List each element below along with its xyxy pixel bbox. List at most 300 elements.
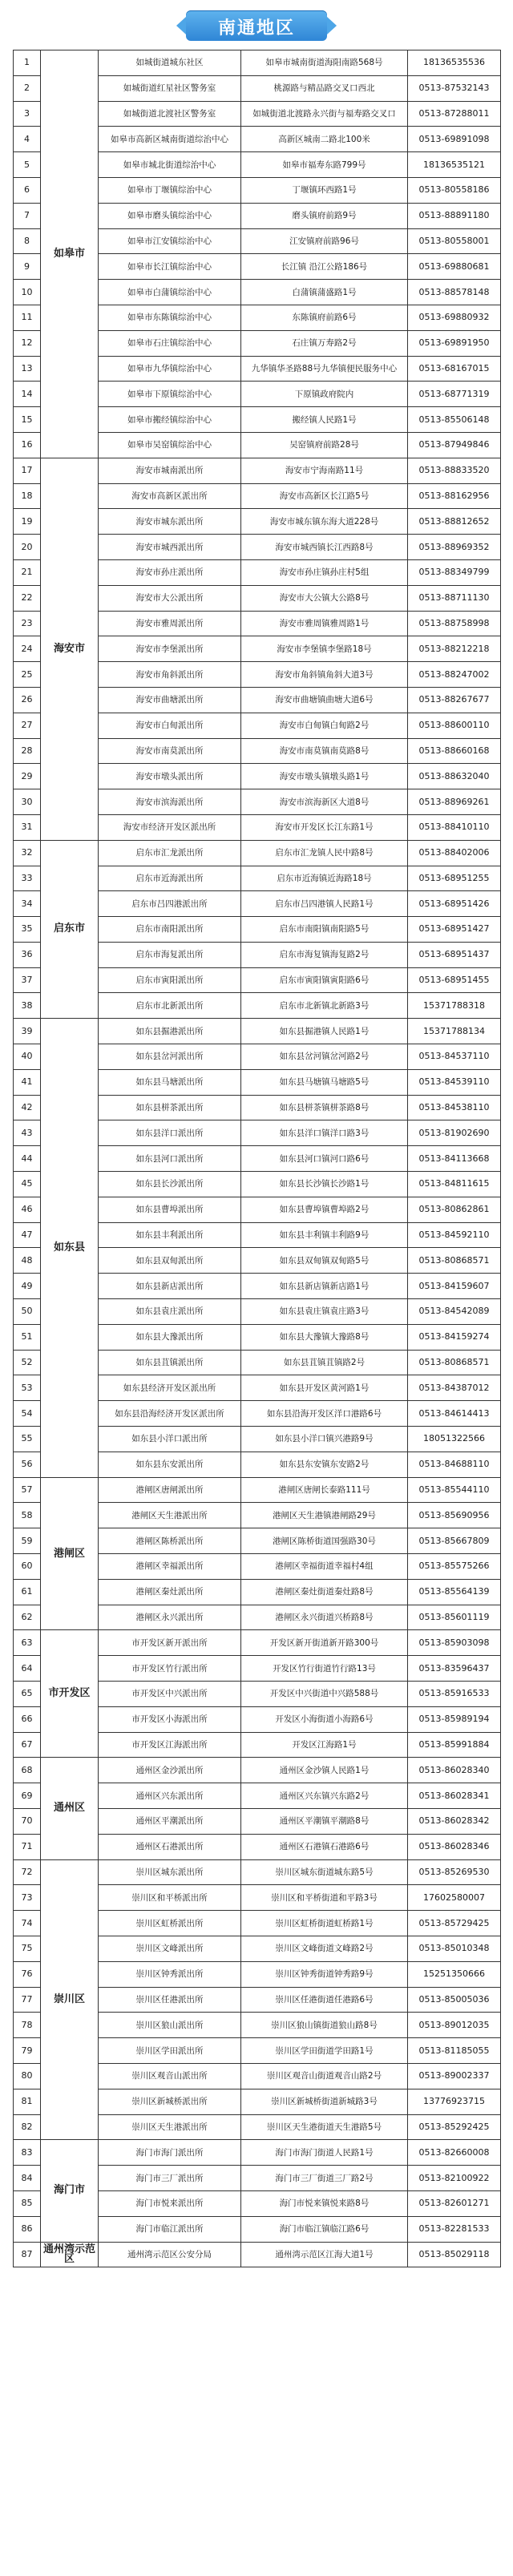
unit-name-cell: 如东县小洋口派出所	[99, 1427, 241, 1452]
table-row	[14, 840, 501, 866]
phone-cell: 0513-82281533	[408, 2216, 501, 2242]
phone-cell: 18136535536	[408, 50, 501, 76]
phone-cell: 0513-88349799	[408, 559, 501, 585]
row-number: 24	[14, 636, 41, 662]
address-cell: 海安市墩头镇墩头路1号	[241, 764, 408, 789]
phone-cell: 0513-68951437	[408, 942, 501, 967]
unit-name-cell: 启东市近海派出所	[99, 866, 241, 891]
table-row	[14, 1630, 501, 1656]
phone-cell: 13776923715	[408, 2089, 501, 2114]
phone-cell: 0513-80868571	[408, 1248, 501, 1274]
unit-name-cell: 如城街道北渡社区警务室	[99, 101, 241, 127]
address-cell: 海安市南莫镇南莫路8号	[241, 738, 408, 764]
row-number: 56	[14, 1452, 41, 1477]
row-number: 33	[14, 866, 41, 891]
unit-name-cell: 海安市曲塘派出所	[99, 687, 241, 713]
phone-cell: 0513-87288011	[408, 101, 501, 127]
table-row	[14, 1758, 501, 1783]
unit-name-cell: 如东县沿海经济开发区派出所	[99, 1401, 241, 1427]
row-number: 83	[14, 2140, 41, 2166]
region-banner	[13, 8, 500, 43]
unit-name-cell: 如东县河口派出所	[99, 1146, 241, 1172]
row-number: 10	[14, 280, 41, 305]
phone-cell: 0513-85029118	[408, 2242, 501, 2267]
page-title: 南通地区	[217, 18, 295, 38]
phone-cell: 0513-85601119	[408, 1605, 501, 1630]
unit-name-cell: 崇川区狼山派出所	[99, 2013, 241, 2038]
phone-cell: 0513-86028340	[408, 1758, 501, 1783]
address-cell: 如东县马塘镇马塘路5号	[241, 1069, 408, 1095]
address-cell: 如东县新店镇新店路1号	[241, 1274, 408, 1299]
row-number: 59	[14, 1528, 41, 1554]
address-cell: 开发区新开街道新开路300号	[241, 1630, 408, 1656]
row-number: 82	[14, 2114, 41, 2140]
address-cell: 丁堰镇环西路1号	[241, 177, 408, 203]
row-number: 35	[14, 917, 41, 943]
address-cell: 海安市开发区长江东路1号	[241, 814, 408, 840]
unit-name-cell: 如皋市搬经镇综治中心	[99, 407, 241, 433]
row-number: 8	[14, 228, 41, 254]
phone-cell: 0513-84592110	[408, 1222, 501, 1248]
row-number: 5	[14, 152, 41, 178]
phone-cell: 0513-84538110	[408, 1095, 501, 1120]
row-number: 86	[14, 2216, 41, 2242]
row-number: 16	[14, 432, 41, 458]
phone-cell: 0513-82660008	[408, 2140, 501, 2166]
phone-cell: 0513-81902690	[408, 1120, 501, 1146]
row-number: 65	[14, 1682, 41, 1707]
address-cell: 海门市悦来镇悦来路8号	[241, 2190, 408, 2216]
address-cell: 海安市滨海新区大道8号	[241, 789, 408, 815]
unit-name-cell: 启东市南阳派出所	[99, 917, 241, 943]
row-number: 61	[14, 1579, 41, 1605]
address-cell: 崇川区虹桥街道虹桥路1号	[241, 1911, 408, 1936]
address-cell: 如城街道北渡路永兴街与福寿路交叉口	[241, 101, 408, 127]
phone-cell: 0513-84688110	[408, 1452, 501, 1477]
city-cell: 海门市	[41, 2140, 99, 2242]
phone-cell: 0513-85729425	[408, 1911, 501, 1936]
unit-name-cell: 海安市角斜派出所	[99, 662, 241, 688]
phone-cell: 0513-88632040	[408, 764, 501, 789]
address-cell: 启东市寅阳镇寅阳路6号	[241, 967, 408, 993]
unit-name-cell: 如城街道城东社区	[99, 50, 241, 76]
row-number: 51	[14, 1324, 41, 1350]
row-number: 60	[14, 1554, 41, 1580]
unit-name-cell: 崇川区新城桥派出所	[99, 2089, 241, 2114]
address-cell: 磨头镇府前路9号	[241, 203, 408, 228]
unit-name-cell: 如东县经济开发区派出所	[99, 1375, 241, 1401]
address-cell: 如东县丰利镇丰利路9号	[241, 1222, 408, 1248]
unit-name-cell: 如东县马塘派出所	[99, 1069, 241, 1095]
unit-name-cell: 如皋市长江镇综治中心	[99, 254, 241, 280]
address-cell: 海安市曲塘镇曲塘大道6号	[241, 687, 408, 713]
address-cell: 长江镇 沿江公路186号	[241, 254, 408, 280]
phone-cell: 0513-85991884	[408, 1732, 501, 1758]
address-cell: 通州区兴东镇兴东路2号	[241, 1783, 408, 1809]
address-cell: 如皋市福寿东路799号	[241, 152, 408, 178]
address-cell: 如东县袁庄镇袁庄路3号	[241, 1299, 408, 1325]
unit-name-cell: 海安市大公派出所	[99, 585, 241, 611]
address-cell: 开发区竹行街道竹行路13号	[241, 1656, 408, 1682]
unit-name-cell: 如东县长沙派出所	[99, 1172, 241, 1197]
row-number: 39	[14, 1019, 41, 1044]
unit-name-cell: 市开发区中兴派出所	[99, 1682, 241, 1707]
unit-name-cell: 通州湾示范区公安分局	[99, 2242, 241, 2267]
table-body	[14, 50, 501, 2267]
phone-cell: 0513-68951426	[408, 891, 501, 917]
phone-cell: 0513-88578148	[408, 280, 501, 305]
address-cell: 海安市大公镇大公路8号	[241, 585, 408, 611]
unit-name-cell: 海安市经济开发区派出所	[99, 814, 241, 840]
address-cell: 东陈镇府前路6号	[241, 305, 408, 330]
phone-cell: 0513-68167015	[408, 356, 501, 382]
phone-cell: 0513-68951427	[408, 917, 501, 943]
address-cell: 通州区石港镇石港路6号	[241, 1834, 408, 1859]
row-number: 37	[14, 967, 41, 993]
unit-name-cell: 通州区兴东派出所	[99, 1783, 241, 1809]
unit-name-cell: 市开发区竹行派出所	[99, 1656, 241, 1682]
address-cell: 启东市吕四港镇人民路1号	[241, 891, 408, 917]
unit-name-cell: 海安市南莫派出所	[99, 738, 241, 764]
unit-name-cell: 如东县新店派出所	[99, 1274, 241, 1299]
address-cell: 港闸区唐闸长泰路111号	[241, 1477, 408, 1503]
row-number: 25	[14, 662, 41, 688]
address-cell: 崇川区城东街道城东路5号	[241, 1859, 408, 1885]
unit-name-cell: 如东县丰利派出所	[99, 1222, 241, 1248]
unit-name-cell: 海安市墩头派出所	[99, 764, 241, 789]
address-cell: 搬经镇人民路1号	[241, 407, 408, 433]
unit-name-cell: 崇川区钟秀派出所	[99, 1961, 241, 1987]
address-cell: 开发区中兴街道中兴路588号	[241, 1682, 408, 1707]
phone-cell: 0513-86028346	[408, 1834, 501, 1859]
unit-name-cell: 如皋市吴窑镇综治中心	[99, 432, 241, 458]
address-cell: 海安市白甸镇白甸路2号	[241, 713, 408, 738]
row-number: 72	[14, 1859, 41, 1885]
address-cell: 启东市海复镇海复路2号	[241, 942, 408, 967]
table-row	[14, 2242, 501, 2267]
table-row	[14, 1019, 501, 1044]
row-number: 48	[14, 1248, 41, 1274]
phone-cell: 0513-83596437	[408, 1656, 501, 1682]
phone-cell: 0513-88162956	[408, 483, 501, 509]
table-row	[14, 50, 501, 76]
address-cell: 江安镇府前路96号	[241, 228, 408, 254]
address-cell: 海安市高新区长江路5号	[241, 483, 408, 509]
unit-name-cell: 如皋市丁堰镇综治中心	[99, 177, 241, 203]
unit-name-cell: 崇川区和平桥派出所	[99, 1885, 241, 1911]
row-number: 21	[14, 559, 41, 585]
phone-cell: 0513-80558186	[408, 177, 501, 203]
phone-cell: 0513-85690956	[408, 1503, 501, 1528]
address-cell: 通州湾示范区江海大道1号	[241, 2242, 408, 2267]
row-number: 18	[14, 483, 41, 509]
phone-cell: 17602580007	[408, 1885, 501, 1911]
row-number: 20	[14, 535, 41, 560]
address-cell: 如东县栟茶镇栟茶路8号	[241, 1095, 408, 1120]
row-number: 78	[14, 2013, 41, 2038]
phone-cell: 0513-88402006	[408, 840, 501, 866]
row-number: 14	[14, 382, 41, 407]
unit-name-cell: 启东市海复派出所	[99, 942, 241, 967]
address-cell: 港闸区陈桥街道国强路30号	[241, 1528, 408, 1554]
unit-name-cell: 通州区金沙派出所	[99, 1758, 241, 1783]
phone-cell: 0513-82601271	[408, 2190, 501, 2216]
phone-cell: 0513-84539110	[408, 1069, 501, 1095]
row-number: 71	[14, 1834, 41, 1859]
unit-name-cell: 市开发区小海派出所	[99, 1706, 241, 1732]
unit-name-cell: 如皋市石庄镇综治中心	[99, 330, 241, 356]
phone-cell: 0513-88969352	[408, 535, 501, 560]
address-cell: 白蒲镇蒲盛路1号	[241, 280, 408, 305]
unit-name-cell: 如东县洋口派出所	[99, 1120, 241, 1146]
address-cell: 通州区平潮镇平潮路8号	[241, 1808, 408, 1834]
phone-cell: 0513-68951255	[408, 866, 501, 891]
row-number: 7	[14, 203, 41, 228]
address-cell: 海门市三厂街道三厂路2号	[241, 2166, 408, 2191]
address-cell: 港闸区天生港镇港闸路29号	[241, 1503, 408, 1528]
row-number: 43	[14, 1120, 41, 1146]
phone-cell: 0513-85005036	[408, 1987, 501, 2013]
address-cell: 崇川区和平桥街道和平路3号	[241, 1885, 408, 1911]
phone-cell: 0513-88758998	[408, 611, 501, 636]
phone-cell: 0513-81185055	[408, 2038, 501, 2064]
unit-name-cell: 如东县掘港派出所	[99, 1019, 241, 1044]
table-row	[14, 1477, 501, 1503]
unit-name-cell: 如东县双甸派出所	[99, 1248, 241, 1274]
city-cell: 海安市	[41, 458, 99, 840]
unit-name-cell: 市开发区江海派出所	[99, 1732, 241, 1758]
phone-cell: 0513-88711130	[408, 585, 501, 611]
row-number: 15	[14, 407, 41, 433]
address-cell: 海安市角斜镇角斜大道3号	[241, 662, 408, 688]
row-number: 49	[14, 1274, 41, 1299]
row-number: 68	[14, 1758, 41, 1783]
phone-cell: 0513-85575266	[408, 1554, 501, 1580]
phone-cell: 0513-80558001	[408, 228, 501, 254]
row-number: 41	[14, 1069, 41, 1095]
address-cell: 如东县掘港镇人民路1号	[241, 1019, 408, 1044]
table-row	[14, 1859, 501, 1885]
row-number: 79	[14, 2038, 41, 2064]
row-number: 29	[14, 764, 41, 789]
address-cell: 如东县东安镇东安路2号	[241, 1452, 408, 1477]
unit-name-cell: 港闸区陈桥派出所	[99, 1528, 241, 1554]
address-cell: 通州区金沙镇人民路1号	[241, 1758, 408, 1783]
phone-cell: 15371788134	[408, 1019, 501, 1044]
row-number: 67	[14, 1732, 41, 1758]
row-number: 22	[14, 585, 41, 611]
unit-name-cell: 启东市吕四港派出所	[99, 891, 241, 917]
row-number: 11	[14, 305, 41, 330]
address-cell: 港闸区永兴街道兴桥路8号	[241, 1605, 408, 1630]
row-number: 40	[14, 1044, 41, 1070]
row-number: 66	[14, 1706, 41, 1732]
city-cell: 港闸区	[41, 1477, 99, 1630]
table-row	[14, 2140, 501, 2166]
phone-cell: 15371788318	[408, 993, 501, 1019]
city-cell: 通州区	[41, 1758, 99, 1859]
row-number: 28	[14, 738, 41, 764]
phone-cell: 18051322566	[408, 1427, 501, 1452]
unit-name-cell: 如东县东安派出所	[99, 1452, 241, 1477]
phone-cell: 0513-85292425	[408, 2114, 501, 2140]
address-cell: 如东县苴镇苴镇路2号	[241, 1350, 408, 1375]
phone-cell: 0513-84387012	[408, 1375, 501, 1401]
address-cell: 崇川区钟秀街道钟秀路9号	[241, 1961, 408, 1987]
unit-name-cell: 如城街道红星社区警务室	[99, 75, 241, 101]
phone-cell: 0513-69880932	[408, 305, 501, 330]
address-cell: 海门市临江镇临江路6号	[241, 2216, 408, 2242]
address-cell: 崇川区任港街道任港路6号	[241, 1987, 408, 2013]
unit-name-cell: 如东县岔河派出所	[99, 1044, 241, 1070]
phone-cell: 0513-85010348	[408, 1936, 501, 1961]
row-number: 87	[14, 2242, 41, 2267]
phone-cell: 0513-84159607	[408, 1274, 501, 1299]
row-number: 32	[14, 840, 41, 866]
address-cell: 海门市海门街道人民路1号	[241, 2140, 408, 2166]
unit-name-cell: 通州区平潮派出所	[99, 1808, 241, 1834]
row-number: 31	[14, 814, 41, 840]
row-number: 54	[14, 1401, 41, 1427]
row-number: 26	[14, 687, 41, 713]
unit-name-cell: 海门市海门派出所	[99, 2140, 241, 2166]
address-cell: 崇川区新城桥街道新城路3号	[241, 2089, 408, 2114]
address-cell: 启东市南阳镇南阳路5号	[241, 917, 408, 943]
phone-cell: 0513-88891180	[408, 203, 501, 228]
row-number: 45	[14, 1172, 41, 1197]
unit-name-cell: 港闸区幸福派出所	[99, 1554, 241, 1580]
unit-name-cell: 如东县栟茶派出所	[99, 1095, 241, 1120]
unit-name-cell: 崇川区城东派出所	[99, 1859, 241, 1885]
phone-cell: 0513-88660168	[408, 738, 501, 764]
address-cell: 崇川区天生港街道天生港路5号	[241, 2114, 408, 2140]
phone-cell: 18136535121	[408, 152, 501, 178]
phone-cell: 0513-86028342	[408, 1808, 501, 1834]
address-cell: 如东县双甸镇双甸路5号	[241, 1248, 408, 1274]
row-number: 27	[14, 713, 41, 738]
unit-name-cell: 海门市三厂派出所	[99, 2166, 241, 2191]
address-cell: 海安市城西镇长江西路8号	[241, 535, 408, 560]
unit-name-cell: 港闸区天生港派出所	[99, 1503, 241, 1528]
unit-name-cell: 港闸区永兴派出所	[99, 1605, 241, 1630]
table-row	[14, 458, 501, 483]
unit-name-cell: 海安市白甸派出所	[99, 713, 241, 738]
phone-cell: 0513-84811615	[408, 1172, 501, 1197]
unit-name-cell: 市开发区新开派出所	[99, 1630, 241, 1656]
row-number: 74	[14, 1911, 41, 1936]
phone-cell: 0513-85269530	[408, 1859, 501, 1885]
row-number: 73	[14, 1885, 41, 1911]
phone-cell: 0513-80862861	[408, 1197, 501, 1222]
row-number: 36	[14, 942, 41, 967]
row-number: 81	[14, 2089, 41, 2114]
row-number: 3	[14, 101, 41, 127]
unit-name-cell: 如东县苴镇派出所	[99, 1350, 241, 1375]
phone-cell: 0513-85916533	[408, 1682, 501, 1707]
row-number: 77	[14, 1987, 41, 2013]
contact-table	[13, 50, 501, 2267]
city-cell: 通州湾示范区	[41, 2242, 99, 2267]
phone-cell: 0513-89002337	[408, 2063, 501, 2089]
address-cell: 崇川区学田街道学田路1号	[241, 2038, 408, 2064]
address-cell: 如东县沿海开发区洋口港路6号	[241, 1401, 408, 1427]
phone-cell: 0513-84614413	[408, 1401, 501, 1427]
row-number: 47	[14, 1222, 41, 1248]
row-number: 1	[14, 50, 41, 76]
phone-cell: 0513-84159274	[408, 1324, 501, 1350]
phone-cell: 0513-85506148	[408, 407, 501, 433]
unit-name-cell: 如皋市东陈镇综治中心	[99, 305, 241, 330]
phone-cell: 0513-88600110	[408, 713, 501, 738]
address-cell: 开发区小海街道小海路6号	[241, 1706, 408, 1732]
phone-cell: 0513-68951455	[408, 967, 501, 993]
phone-cell: 0513-85667809	[408, 1528, 501, 1554]
address-cell: 崇川区观音山街道观音山路2号	[241, 2063, 408, 2089]
address-cell: 启东市近海镇近海路18号	[241, 866, 408, 891]
city-cell: 崇川区	[41, 1859, 99, 2140]
unit-name-cell: 如东县曹埠派出所	[99, 1197, 241, 1222]
row-number: 57	[14, 1477, 41, 1503]
phone-cell: 0513-88812652	[408, 509, 501, 535]
address-cell: 九华镇华圣路88号九华镇便民服务中心	[241, 356, 408, 382]
address-cell: 海安市雅周镇雅周路1号	[241, 611, 408, 636]
phone-cell: 0513-85903098	[408, 1630, 501, 1656]
unit-name-cell: 启东市北新派出所	[99, 993, 241, 1019]
phone-cell: 0513-69880681	[408, 254, 501, 280]
unit-name-cell: 海安市李堡派出所	[99, 636, 241, 662]
phone-cell: 0513-69891098	[408, 127, 501, 152]
unit-name-cell: 如皋市磨头镇综治中心	[99, 203, 241, 228]
row-number: 38	[14, 993, 41, 1019]
phone-cell: 0513-69891950	[408, 330, 501, 356]
row-number: 17	[14, 458, 41, 483]
unit-name-cell: 崇川区天生港派出所	[99, 2114, 241, 2140]
unit-name-cell: 海门市临江派出所	[99, 2216, 241, 2242]
address-cell: 启东市北新镇北新路3号	[241, 993, 408, 1019]
row-number: 44	[14, 1146, 41, 1172]
row-number: 23	[14, 611, 41, 636]
address-cell: 海安市李堡镇李堡路18号	[241, 636, 408, 662]
unit-name-cell: 如东县大豫派出所	[99, 1324, 241, 1350]
address-cell: 如东县洋口镇洋口路3号	[241, 1120, 408, 1146]
row-number: 63	[14, 1630, 41, 1656]
address-cell: 如东县长沙镇长沙路1号	[241, 1172, 408, 1197]
phone-cell: 0513-82100922	[408, 2166, 501, 2191]
city-cell: 启东市	[41, 840, 99, 1019]
phone-cell: 0513-85564139	[408, 1579, 501, 1605]
phone-cell: 0513-84113668	[408, 1146, 501, 1172]
row-number: 6	[14, 177, 41, 203]
address-cell: 启东市汇龙镇人民中路8号	[241, 840, 408, 866]
row-number: 13	[14, 356, 41, 382]
address-cell: 如东县开发区黄河路1号	[241, 1375, 408, 1401]
unit-name-cell: 如东县袁庄派出所	[99, 1299, 241, 1325]
address-cell: 桃源路与精品路交叉口西北	[241, 75, 408, 101]
row-number: 2	[14, 75, 41, 101]
row-number: 80	[14, 2063, 41, 2089]
unit-name-cell: 海安市城东派出所	[99, 509, 241, 535]
row-number: 84	[14, 2166, 41, 2191]
city-cell: 如东县	[41, 1019, 99, 1477]
phone-cell: 0513-89012035	[408, 2013, 501, 2038]
phone-cell: 15251350666	[408, 1961, 501, 1987]
phone-cell: 0513-87532143	[408, 75, 501, 101]
row-number: 52	[14, 1350, 41, 1375]
unit-name-cell: 海安市雅周派出所	[99, 611, 241, 636]
address-cell: 崇川区文峰街道文峰路2号	[241, 1936, 408, 1961]
phone-cell: 0513-86028341	[408, 1783, 501, 1809]
row-number: 85	[14, 2190, 41, 2216]
